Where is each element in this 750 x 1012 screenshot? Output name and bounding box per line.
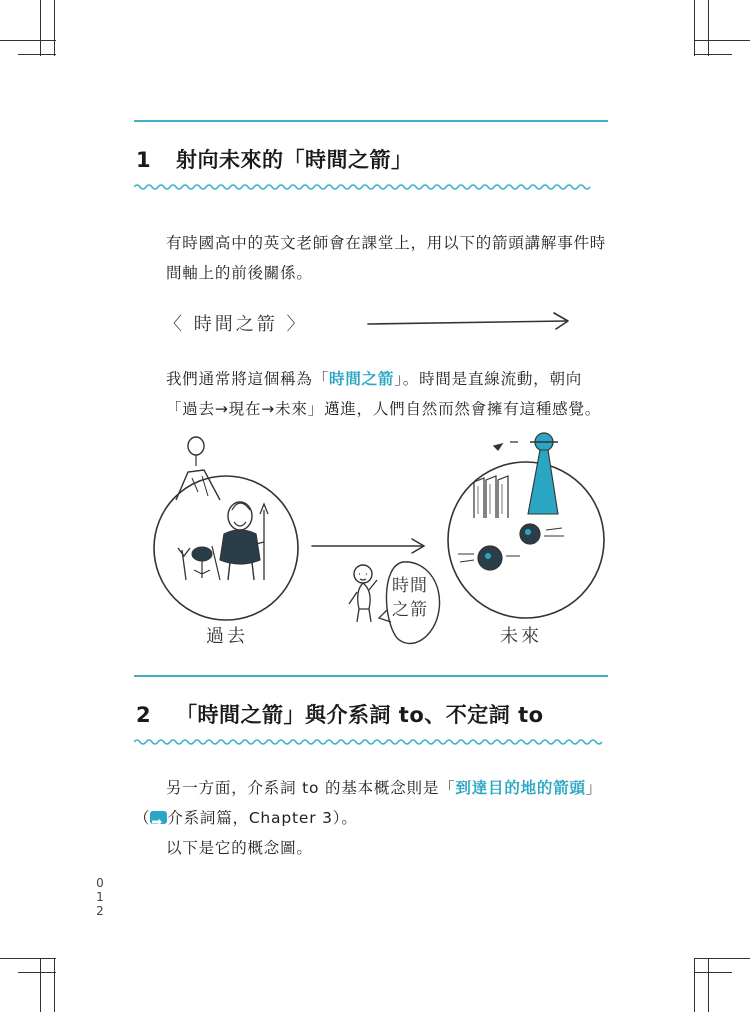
crop-mark-top-right — [694, 40, 750, 41]
time-arrow-icon — [366, 310, 576, 332]
section-2-heading — [136, 699, 544, 729]
paragraph-text: 以下是它的概念圖。 — [166, 839, 313, 857]
crop-mark-top-left — [54, 0, 55, 56]
speech-bubble-text — [392, 574, 428, 622]
section-1-top-rule — [134, 120, 608, 122]
crop-mark-top-left — [18, 54, 56, 55]
progress-arrow-icon — [310, 535, 430, 555]
crop-mark-bottom-right — [708, 958, 709, 1012]
crop-mark-top-right — [694, 0, 695, 56]
paragraph-text — [134, 773, 614, 803]
crop-mark-bottom-left — [54, 958, 55, 1012]
past-future-illustration — [140, 430, 610, 655]
page-number-digit: 0 — [96, 876, 104, 890]
section-1-paragraph-2 — [134, 364, 614, 424]
crop-mark-bottom-left — [18, 972, 56, 973]
page-number-digit: 2 — [96, 904, 104, 918]
crop-mark-top-right — [708, 0, 709, 56]
past-label: 過去 — [206, 626, 248, 647]
text-segment: 另一方面，介系詞 to 的基本概念則是「 — [166, 779, 456, 797]
crop-mark-top-left — [0, 40, 56, 41]
future-label: 未來 — [500, 626, 542, 647]
section-2-top-rule — [134, 675, 608, 677]
paragraph-text — [134, 364, 614, 424]
crop-mark-bottom-right — [694, 972, 732, 973]
section-2-wave-rule — [134, 738, 608, 746]
highlight-term: 到達目的地的箭頭 — [455, 779, 586, 797]
crop-mark-top-right — [694, 54, 732, 55]
crop-mark-top-left — [40, 0, 41, 56]
section-1-heading — [136, 144, 413, 174]
text-segment: 我們通常將這個稱為「 — [166, 370, 330, 388]
section-1-number: 1 — [136, 148, 152, 172]
page-number-digit: 1 — [96, 890, 104, 904]
crop-mark-bottom-left — [0, 958, 56, 959]
cross-reference — [134, 803, 614, 833]
paragraph-text: 有時國高中的英文老師會在課堂上，用以下的箭頭講解事件時間軸上的前後關係。 — [166, 234, 607, 282]
section-1-title: 射向未來的「時間之箭」 — [176, 148, 413, 172]
reference-arrow-icon — [150, 811, 167, 824]
section-2-paragraph-1 — [134, 773, 614, 863]
text-segment: 」 — [585, 779, 603, 797]
speech-line-2: 之箭 — [392, 600, 428, 620]
crop-mark-bottom-right — [694, 958, 750, 959]
future-circle-drawing — [440, 430, 610, 630]
time-arrow-label: 〈 時間之箭 〉 — [164, 314, 308, 335]
speech-line-1: 時間 — [392, 576, 428, 596]
crop-mark-bottom-left — [40, 958, 41, 1012]
crop-mark-bottom-right — [694, 958, 695, 1012]
text-segment: （ — [134, 809, 151, 827]
highlight-term: 時間之箭 — [329, 370, 395, 388]
page-number — [94, 876, 106, 918]
section-2-title: 「時間之箭」與介系詞 to、不定詞 to — [176, 703, 544, 727]
past-circle-drawing — [140, 430, 310, 630]
section-2-number: 2 — [136, 703, 152, 727]
section-1-wave-rule — [134, 183, 608, 191]
section-1-paragraph-1 — [134, 228, 614, 288]
text-segment: ）。 — [332, 809, 358, 827]
text-segment: 」。時間是直線流動，朝向「過去→現在→未來」邁進，人們自然而然會擁有這種感覺。 — [166, 370, 602, 418]
reference-link[interactable]: 介系詞篇，Chapter 3 — [167, 809, 333, 827]
